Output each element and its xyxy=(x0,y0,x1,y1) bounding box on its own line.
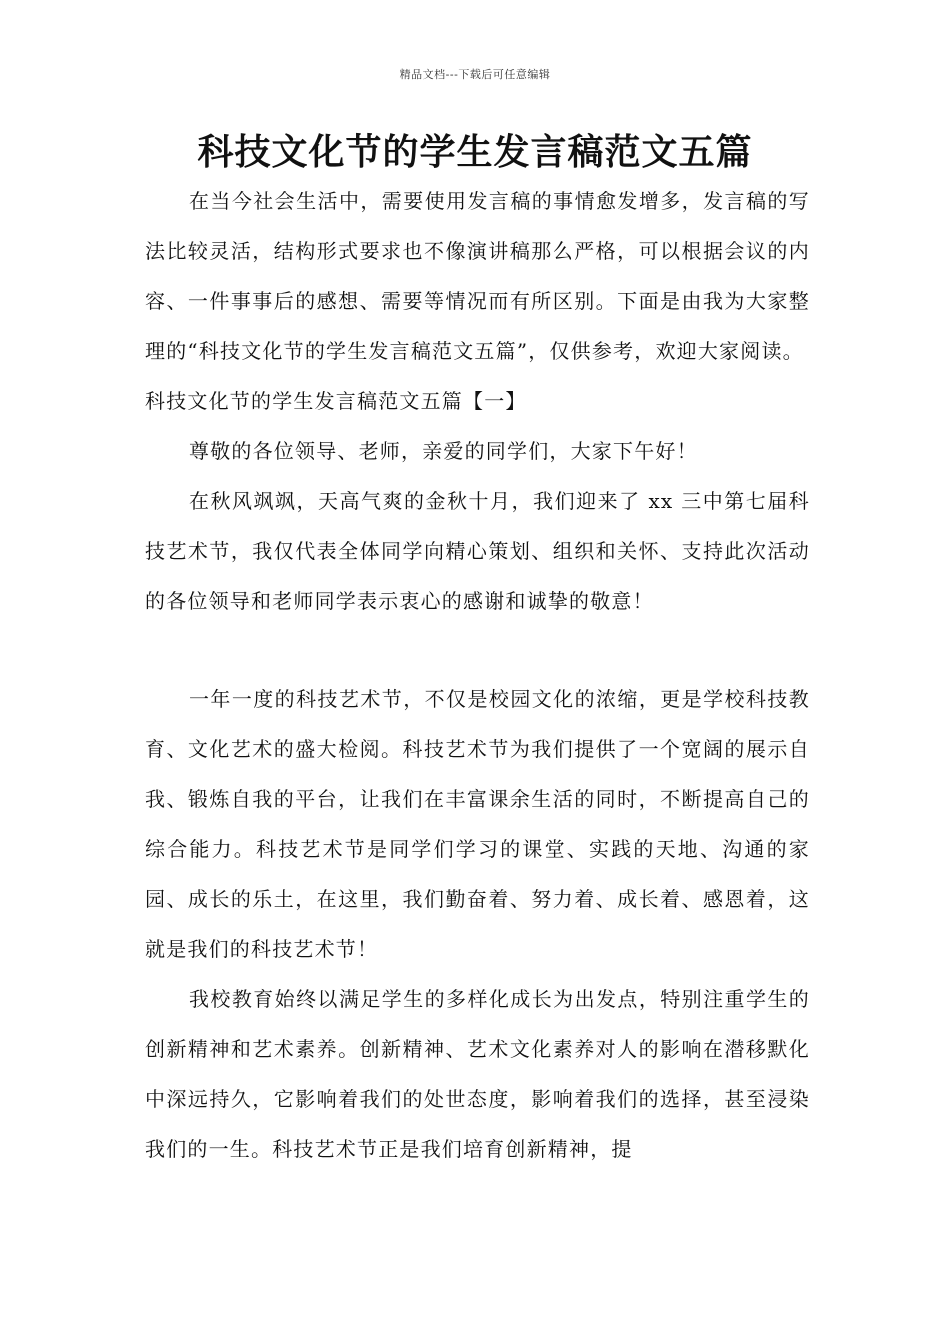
body-paragraph-3: 我校教育始终以满足学生的多样化成长为出发点，特别注重学生的创新精神和艺术素养。创新精神、艺术文化素养对人的影响在潜移默化中深远持久，它影响着我们的处世态度，影响着我们的选择，甚至浸染我们的一生。科技艺术节正是我们培育创新精神，提 xyxy=(145,987,810,1161)
header-note: 精品文档---下载后可任意编辑 xyxy=(399,68,551,81)
intro-paragraph: 在当今社会生活中，需要使用发言稿的事情愈发增多，发言稿的写法比较灵活，结构形式要求也不像演讲稿那么严格，可以根据会议的内容、一件事事后的感想、需要等情况而有所区别。下面是由我为大家整理的“科技文化节的学生发言稿范文五篇”，仅供参考，欢迎大家阅读。 xyxy=(145,189,810,363)
greeting-paragraph: 尊敬的各位领导、老师，亲爱的同学们，大家下午好！ xyxy=(189,439,698,463)
paragraph-gap xyxy=(145,626,810,674)
document-body xyxy=(145,176,810,1174)
document-title: 科技文化节的学生发言稿范文五篇 xyxy=(197,131,753,173)
section-heading: 科技文化节的学生发言稿范文五篇【一】 xyxy=(145,389,527,413)
body-paragraph-1: 在秋风飒飒，天高气爽的金秋十月，我们迎来了 xx 三中第七届科技艺术节，我仅代表全体同学向精心策划、组织和关怀、支持此次活动的各位领导和老师同学表示衷心的感谢和诚挚的敬意！ xyxy=(145,489,810,613)
body-paragraph-2: 一年一度的科技艺术节，不仅是校园文化的浓缩，更是学校科技教育、文化艺术的盛大检阅。科技艺术节为我们提供了一个宽阔的展示自我、锻炼自我的平台，让我们在丰富课余生活的同时，不断提高自己的综合能力。科技艺术节是同学们学习的课堂、实践的天地、沟通的家园、成长的乐土，在这里，我们勤奋着、努力着、成长着、感恩着，这就是我们的科技艺术节！ xyxy=(145,687,810,961)
